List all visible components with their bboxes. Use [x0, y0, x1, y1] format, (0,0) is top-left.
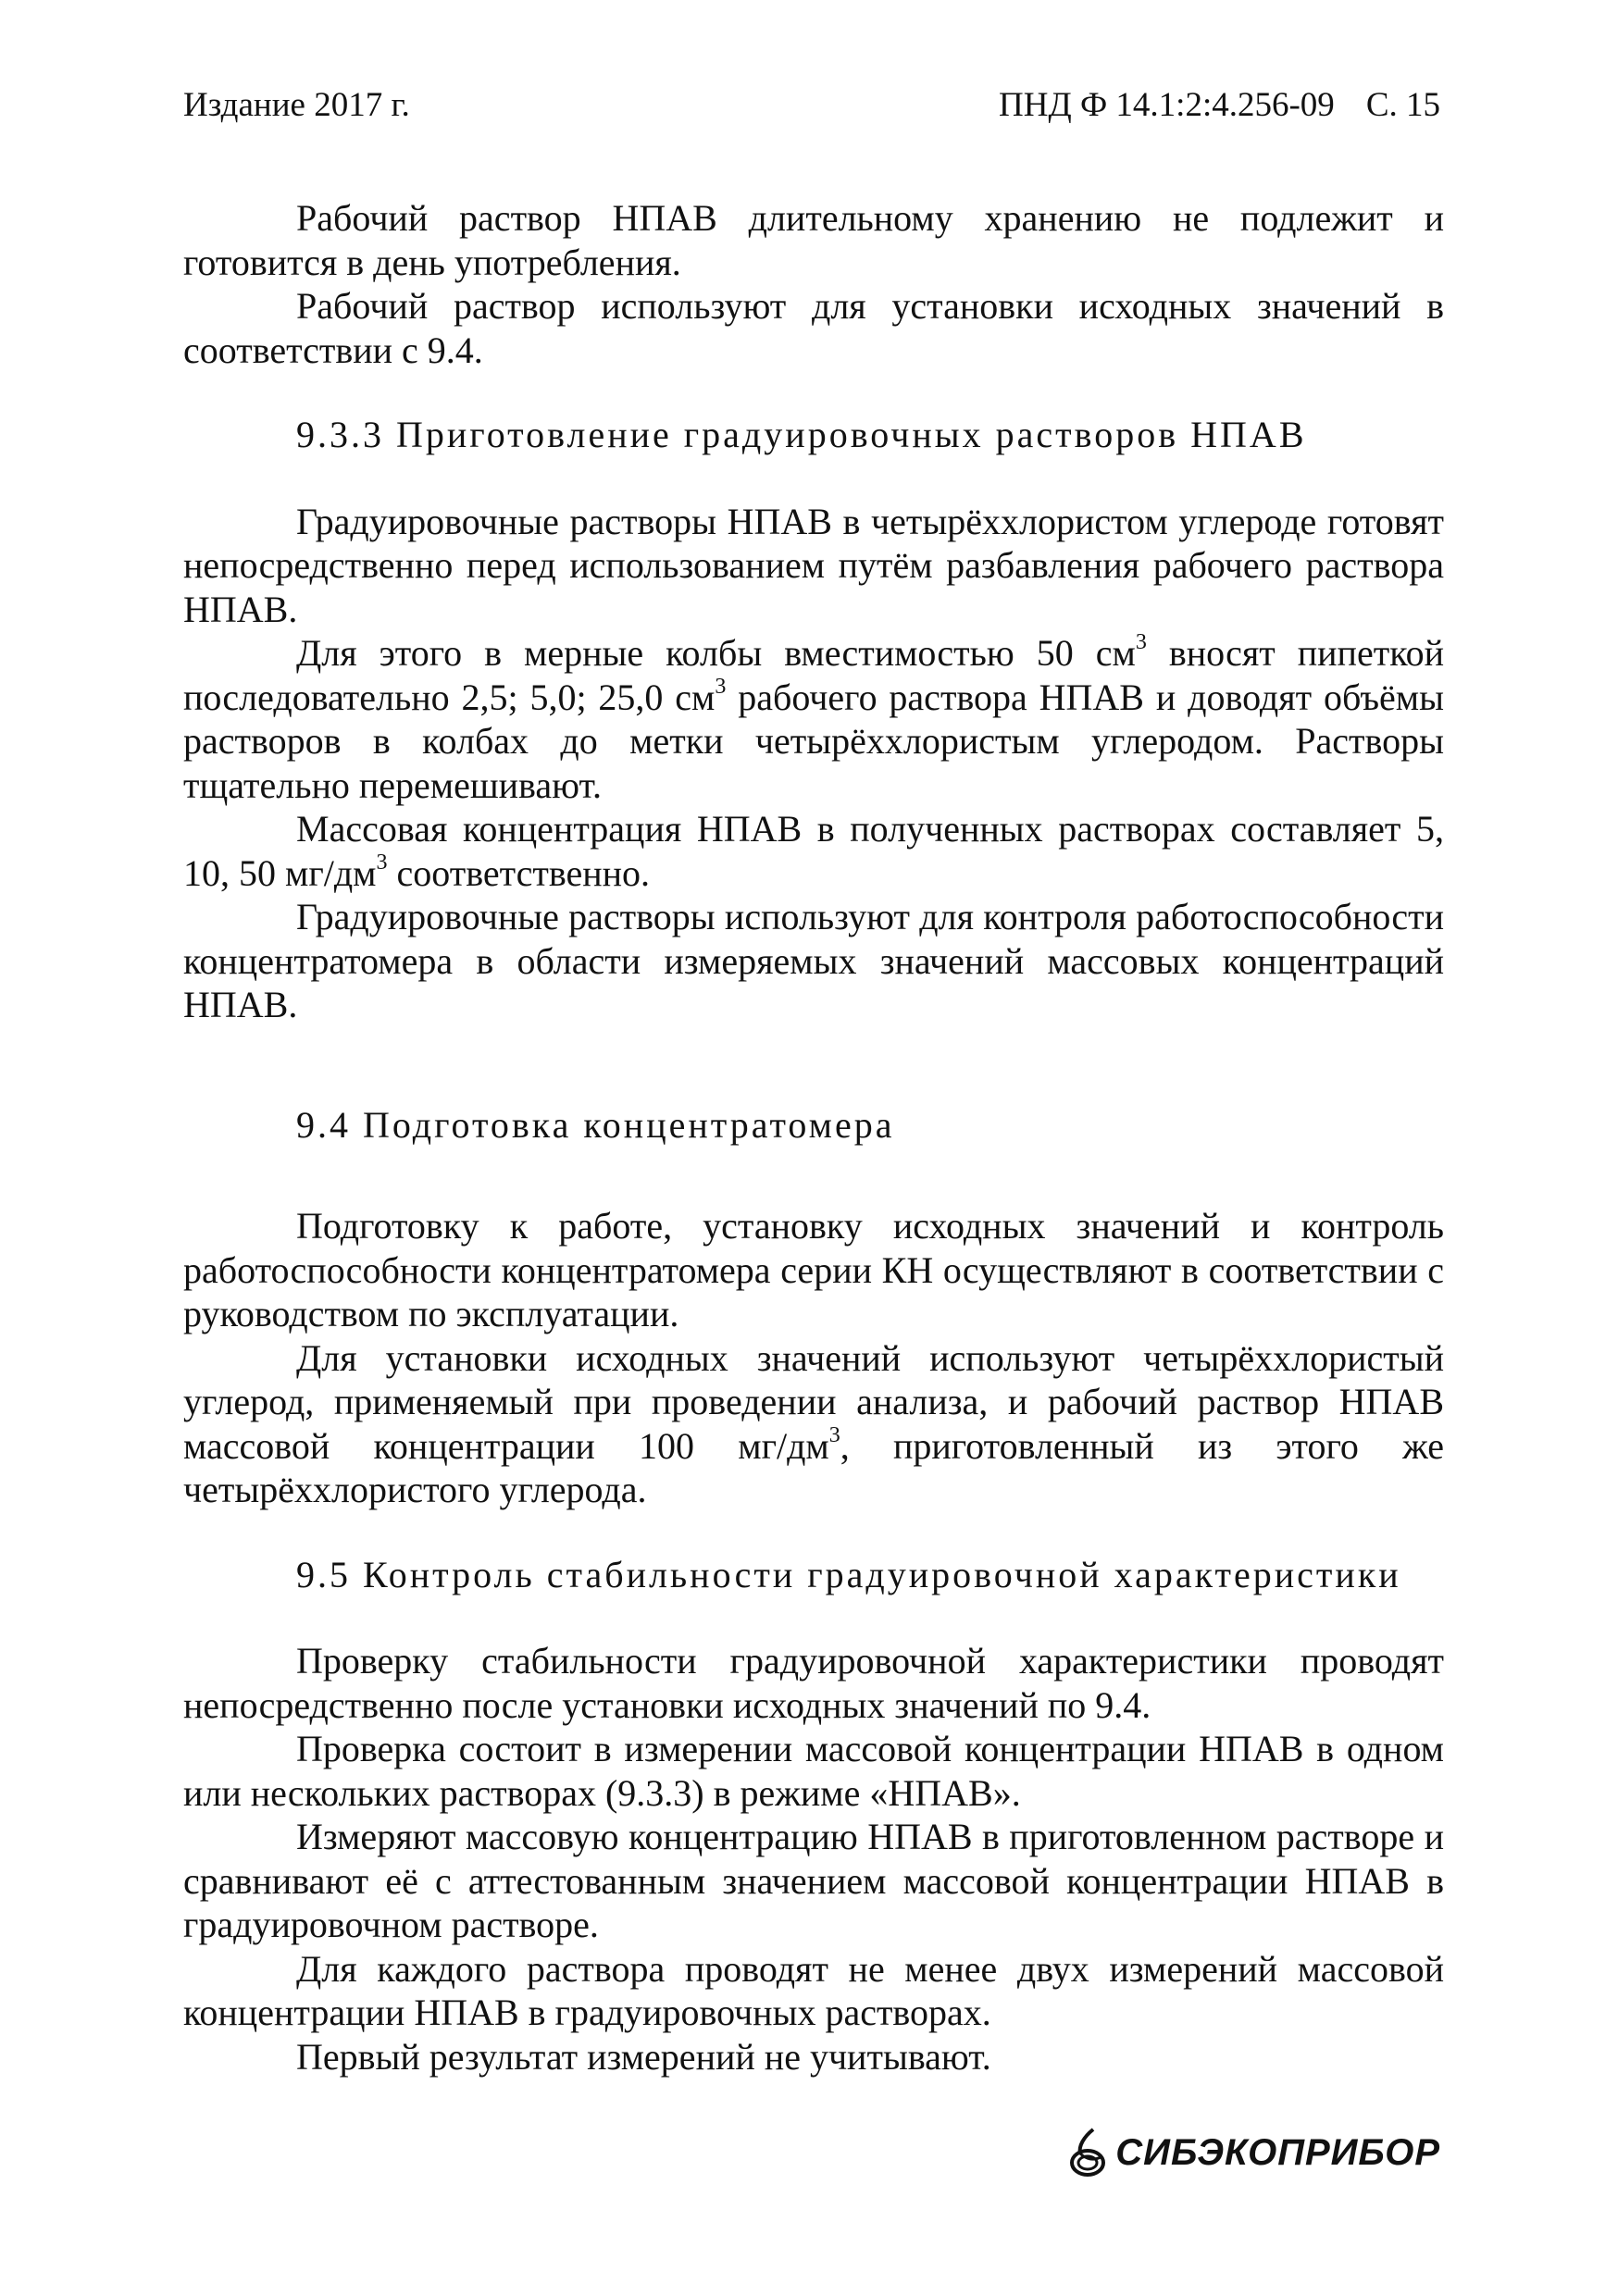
page-number: С. 15	[1365, 86, 1440, 124]
section-heading-9-3-3: 9.3.3 Приготовление градуировочных растворов НПАВ	[296, 414, 1307, 455]
page-header	[183, 85, 1440, 131]
paragraph-initial-values: Для установки исходных значений используют четырёххлористый углерод, применяемый при проведении анализа, и рабочий раствор НПАВ массовой концентрации 100 $мг/дм^3$, приготовленный из этого же четырёххлористого углерода.	[183, 1336, 1444, 1510]
paragraph-working-solution-use: Рабочий раствор используют для установки исходных значений в соответствии с 9.4.	[183, 285, 1444, 371]
logo-wordmark: СИБЭКОПРИБОР	[1115, 2131, 1440, 2173]
document-code: ПНД Ф 14.1:2:4.256-09	[999, 86, 1335, 124]
document-body	[183, 196, 1444, 2079]
paragraph-flask-procedure: Для этого в мерные колбы вместимостью 50 $см^3$ вносят пипеткой последовательно 2,5; 5,0; 25,0 $см^3$ рабочего раствора НПАВ и доводят объёмы растворов в колбах до метки четырёххлористым углеродом. Растворы тщательно перемешивают.	[183, 630, 1444, 806]
section-heading-9-4: 9.4 Подготовка концентратомера	[296, 1103, 895, 1146]
edition-label: Издание 2017 г.	[183, 86, 410, 124]
paragraph-compare-values: Измеряют массовую концентрацию НПАВ в приготовленном растворе и сравнивают её с аттестованным значением массовой концентрации НПАВ в градуировочном растворе.	[183, 1816, 1444, 1945]
header-right	[999, 85, 1440, 125]
paragraph-calibration-solutions: Градуировочные растворы НПАВ в четырёххлористом углероде готовят непосредственно перед использованием путём разбавления рабочего раствора НПАВ.	[183, 500, 1444, 630]
logo-swirl-icon	[1065, 2126, 1110, 2179]
paragraph-working-solution-storage: Рабочий раствор НПАВ длительному хранению не подлежит и готовится в день употребления.	[183, 197, 1444, 283]
paragraph-preparation: Подготовку к работе, установку исходных значений и контроль работоспособности концентратомера серии КН осуществляют в соответствии с руководством по эксплуатации.	[183, 1205, 1444, 1334]
paragraph-check-measurement: Проверка состоит в измерении массовой концентрации НПАВ в одном или нескольких растворах (9.3.3) в режиме «НПАВ».	[183, 1728, 1444, 1814]
section-heading-9-5: 9.5 Контроль стабильности градуировочной характеристики	[296, 1553, 1401, 1595]
paragraph-stability-check: Проверку стабильности градуировочной характеристики проводят непосредственно после установки исходных значений по 9.4.	[183, 1640, 1444, 1726]
company-logo	[1065, 2125, 1440, 2180]
paragraph-mass-concentration: Массовая концентрация НПАВ в полученных растворах составляет 5, 10, 50 $мг/дм^3$ соответственно.	[183, 808, 1444, 894]
paragraph-calibration-usage: Градуировочные растворы используют для контроля работоспособности концентратомера в области измеряемых значений массовых концентраций НПАВ.	[183, 896, 1444, 1025]
paragraph-two-measurements: Для каждого раствора проводят не менее двух измерений массовой концентрации НПАВ в градуировочных растворах.	[183, 1947, 1444, 2033]
paragraph-first-result-ignored: Первый результат измерений не учитывают.	[296, 2035, 991, 2078]
